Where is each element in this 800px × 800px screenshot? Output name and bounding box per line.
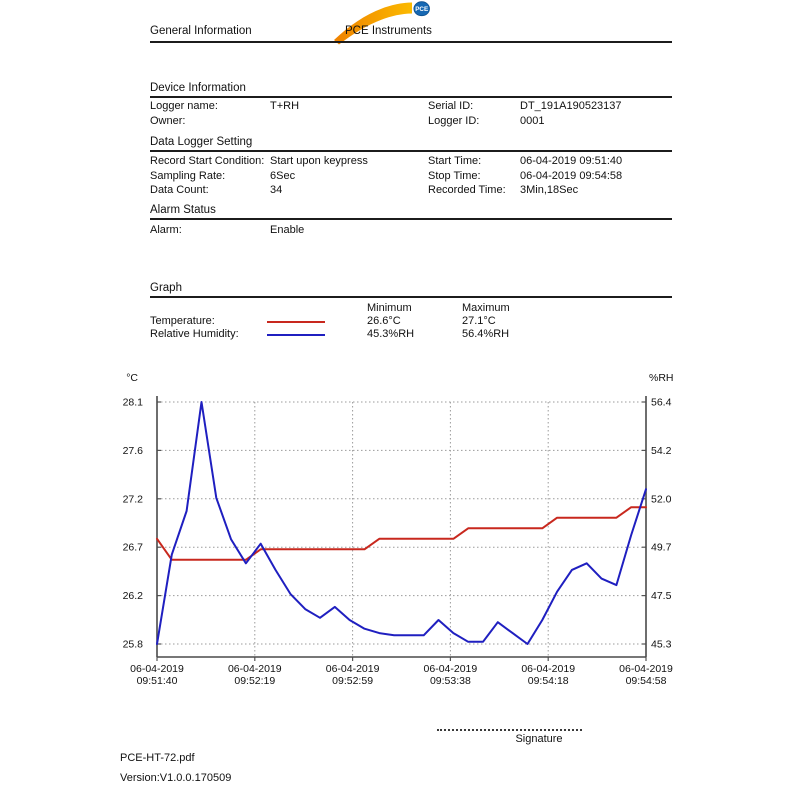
field-label: Owner: bbox=[150, 115, 186, 127]
chart-tick-label: 26.7 bbox=[122, 541, 143, 554]
chart-tick-label: 06-04-2019 bbox=[423, 663, 478, 675]
chart-tick-label: °C bbox=[126, 372, 138, 384]
relative-humidity-line bbox=[157, 402, 646, 644]
chart-tick-label: 47.5 bbox=[651, 590, 672, 603]
chart-tick-label: 45.3 bbox=[651, 638, 672, 651]
chart-tick-label: 28.1 bbox=[122, 396, 143, 409]
data-logger-setting-table bbox=[150, 155, 680, 196]
chart-tick-label: 06-04-2019 bbox=[130, 663, 184, 675]
field-label: Sampling Rate: bbox=[150, 169, 226, 182]
temperature-line bbox=[157, 507, 646, 560]
chart-tick-label: 25.8 bbox=[122, 638, 143, 651]
signature-label: Signature bbox=[515, 733, 563, 745]
chart-tick-label: 06-04-2019 bbox=[619, 663, 673, 675]
graph-section-rule bbox=[150, 296, 672, 298]
chart-tick-label: 27.6 bbox=[122, 444, 143, 457]
section-title-alarm-status: Alarm Status bbox=[150, 204, 216, 216]
header-rule bbox=[150, 41, 672, 43]
section-title-data-logger-setting: Data Logger Setting bbox=[150, 136, 253, 148]
field-value: DT_191A190523137 bbox=[520, 100, 622, 112]
chart-tick-label: 09:54:18 bbox=[527, 675, 569, 687]
alarm-status-table bbox=[150, 224, 680, 236]
field-value: 06-04-2019 09:51:40 bbox=[520, 155, 623, 167]
chart-tick-label: 54.2 bbox=[651, 444, 672, 457]
chart-tick-label: 09:54:58 bbox=[625, 675, 667, 687]
brand-name: PCE Instruments bbox=[345, 25, 432, 37]
legend-max-header: Maximum bbox=[462, 302, 510, 314]
page-title: General Information bbox=[150, 25, 252, 37]
chart-svg bbox=[0, 365, 800, 700]
graph-legend-header bbox=[150, 302, 600, 314]
field-label: Recorded Time: bbox=[428, 184, 506, 196]
field-value bbox=[270, 115, 428, 127]
field-value: Enable bbox=[270, 224, 305, 236]
legend-label-temperature: Temperature: bbox=[150, 315, 215, 327]
field-value: 6Sec bbox=[270, 169, 296, 182]
humidity-line-swatch bbox=[267, 334, 325, 336]
field-value: 34 bbox=[270, 184, 283, 196]
field-label: Logger name: bbox=[150, 100, 218, 112]
field-label bbox=[428, 224, 520, 236]
field-value: 3Min,18Sec bbox=[520, 184, 579, 196]
chart-tick-label: 09:51:40 bbox=[136, 675, 178, 687]
chart-tick-label: 09:52:59 bbox=[332, 675, 374, 687]
field-label: Logger ID: bbox=[428, 115, 480, 127]
logger-section-rule bbox=[150, 150, 672, 152]
chart-tick-label: 09:53:38 bbox=[429, 675, 471, 687]
chart-tick-label: 06-04-2019 bbox=[521, 663, 576, 675]
chart-tick-label: 52.0 bbox=[651, 493, 672, 506]
chart-tick-label: 06-04-2019 bbox=[227, 663, 282, 675]
graph-legend bbox=[150, 315, 600, 340]
footer-filename: PCE-HT-72.pdf bbox=[120, 752, 195, 764]
field-value: T+RH bbox=[270, 100, 300, 112]
field-value bbox=[520, 224, 680, 236]
signature-line bbox=[437, 729, 582, 731]
temperature-max-value: 27.1°C bbox=[462, 315, 496, 327]
field-label: Record Start Condition: bbox=[150, 155, 265, 167]
field-value: 06-04-2019 09:54:58 bbox=[520, 169, 623, 182]
field-label: Serial ID: bbox=[428, 100, 474, 112]
chart-tick-label: 06-04-2019 bbox=[325, 663, 380, 675]
field-value: 0001 bbox=[520, 115, 545, 127]
humidity-min-value: 45.3%RH bbox=[367, 327, 415, 340]
chart-tick-label: 49.7 bbox=[651, 541, 672, 554]
field-label: Start Time: bbox=[428, 155, 482, 167]
humidity-max-value: 56.4%RH bbox=[462, 327, 510, 340]
legend-min-header: Minimum bbox=[367, 302, 412, 314]
section-title-device-information: Device Information bbox=[150, 82, 246, 94]
field-label: Alarm: bbox=[150, 224, 182, 236]
alarm-section-rule bbox=[150, 218, 672, 220]
temperature-min-value: 26.6°C bbox=[367, 315, 401, 327]
field-label: Data Count: bbox=[150, 184, 209, 196]
footer-version: Version:V1.0.0.170509 bbox=[120, 772, 232, 784]
chart-tick-label: %RH bbox=[649, 372, 674, 384]
field-label: Stop Time: bbox=[428, 169, 481, 182]
pce-logo-text: PCE bbox=[415, 6, 429, 14]
temperature-line-swatch bbox=[267, 321, 325, 323]
device-information-table bbox=[150, 100, 680, 127]
chart-tick-label: 09:52:19 bbox=[234, 675, 276, 687]
chart-tick-label: 26.2 bbox=[122, 590, 143, 603]
section-title-graph: Graph bbox=[150, 282, 182, 294]
legend-label-humidity: Relative Humidity: bbox=[150, 327, 239, 340]
field-value: Start upon keypress bbox=[270, 155, 368, 167]
device-section-rule bbox=[150, 96, 672, 98]
chart-tick-label: 56.4 bbox=[651, 396, 672, 409]
chart-tick-label: 27.2 bbox=[122, 493, 143, 506]
